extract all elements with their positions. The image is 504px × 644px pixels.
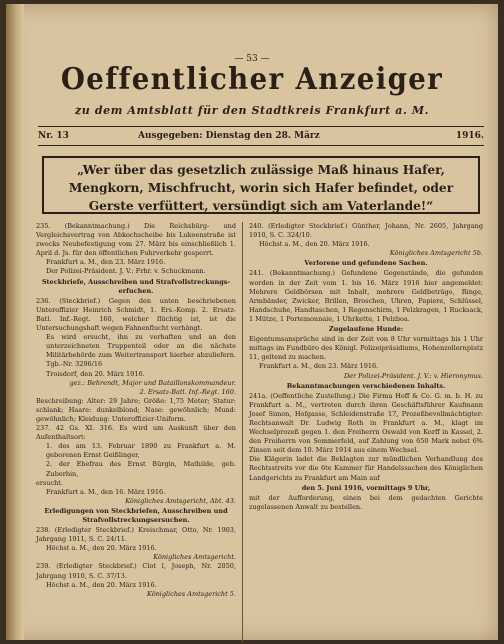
- notice-241-claims: Eigentumsansprüche sind in der Zeit von 8 Uhr vormittags bis 1 Uhr mittags im Fundbüro des Königl. Polizeipräsidiums, Hohenzollernplatz 11, geltend zu machen.: [249, 335, 483, 362]
- slogan-line-1: „Wer über das gesetzlich zulässige Maß hinaus Hafer,: [77, 163, 445, 177]
- notice-237-request: ersucht.: [36, 478, 63, 487]
- notice-239-signature: Königliches Amtsgericht 5.: [147, 589, 236, 598]
- notice-236-signature: gez.: Behrendt, Major und Bataillonskommandeur.: [69, 378, 236, 387]
- notice-239: 239. (Erledigter Steckbrief.) Clot l, Joseph, Nr. 2050, Jahrgang 1910, S. C. 37/13.: [36, 562, 236, 580]
- header-rule-bottom: [38, 145, 484, 146]
- notice-241-date: Frankfurt a. M., den 23. März 1916.: [259, 362, 379, 371]
- notice-236-request: Es wird ersucht, ihn zu verhaften und an den unterzeichneten Truppenteil oder an die nächste Militärbehörde zum Weitertransport hierher abzuliefern. Tgb.-Nr. 3296/16: [46, 333, 236, 369]
- notice-241a: 241a. (Oeffentliche Zustellung.) Die Firma Hoff & Co. G. m. b. H. zu Frankfurt a. M., vertreten durch ihren Geschäftsführer Kaufmann Josef Simon, Hofgasse, Schleidenstraße 17, Prozeßbevollmächtigter: Rechtsanwalt Dr. Ludwig Roth in Frankfurt a. M., klagt im Wechselprozeß gegen 1. den Freiherrn Oswald von Korff in Kassel, 2. den Freiherrn von Sommerfeld, auf Zahlung von 650 Mark nebst 6% Zinsen seit dem 10. März 1914 aus einem Wechsel.: [249, 391, 483, 455]
- notice-241: 241. (Bekanntmachung.) Gefundene Gegenstände, die gefunden worden in der Zeit vom 1. bis 16. März 1916 hier angemeldet: Mehrere Geldbörsen mit Inhalt, mehrere Geldbeträge, Ringe, Armbänder, Zwicker, Brillen, Broschen, Uhren, Papiere, Schlüssel, Handschuhe, Handtaschen, 1 Regenschirm, 1 Pelzkragen, 1 Rucksack, 1 Mütze, 1 Portemonnaie, 1 Uhrkette, 1 Pelzboa.: [249, 269, 483, 323]
- page-binding: [6, 4, 24, 640]
- section-heading-lost-found: Verlorene und gefundene Sachen.: [304, 259, 428, 268]
- issue-year: 1916.: [455, 131, 484, 141]
- masthead-subtitle: zu dem Amtsblatt für den Stadtkreis Frankfurt a. M.: [74, 104, 430, 117]
- notice-236-description: Beschreibung: Alter: 29 Jahre; Größe: 1,75 Meter; Statur: schlank; Haare: dunkelblond; Nase: gewöhnlich; Mund: gewöhnlich; Kleidung: Unteroffizier-Uniform.: [36, 396, 236, 423]
- issue-number: Nr. 13: [38, 131, 69, 141]
- notice-238-date: Höchst a. M., den 20. März 1916.: [46, 544, 157, 553]
- notice-237: 237. 42 Gs. XI. 316. Es wird um Auskunft über den Aufenthaltsort:: [36, 424, 236, 442]
- masthead-title: Oeffentlicher Anzeiger: [60, 62, 444, 97]
- notice-237-signature: Königliches Amtsgericht, Abt. 43.: [125, 496, 236, 505]
- notice-239-date: Höchst a. M., den 20. März 1916.: [46, 580, 157, 589]
- section-heading-misc: Bekanntmachungen verschiedenen Inhalts.: [286, 381, 446, 390]
- notice-235: 235. (Bekanntmachung.) Die Reichsbürg- und Vergleichsvertrag von Abkochscheibe bis Lukoenstraße ist zwecks Neubefestigung vom 27. März bis einschließlich 1. April d. Js. für den öffentlichen Fuhrverkehr gesperrt.: [36, 222, 236, 258]
- notice-240: 240. (Erledigter Steckbrief.) Günther, Johann, Nr. 2605, Jahrgang 1910, S. C. 324/10.: [249, 222, 483, 240]
- slogan-line-2: Mengkorn, Mischfrucht, worin sich Hafer befindet, oder: [68, 181, 454, 195]
- notice-237-date: Frankfurt a. M., den 16. März 1916.: [46, 487, 166, 496]
- notice-236-place: Troisdorf, den 20. März 1916.: [46, 369, 145, 378]
- newspaper-page: [6, 4, 498, 640]
- notice-241a-summons: Die Klägerin ladet die Beklagten zur mündlichen Verhandlung des Rechtsstreits vor die 6te Kammer für Handelssachen des Königlichen Landgerichts zu Frankfurt am Main auf: [249, 455, 483, 482]
- notice-236-unit: 2. Ersatz-Batl. Inf.-Regt. 160.: [139, 387, 236, 396]
- left-column: [36, 222, 236, 599]
- notice-240-date: Höchst a. M., den 20. März 1916.: [259, 240, 370, 249]
- notice-235-signature: Der Polizei-Präsident. J. V.: Frhr. v. Schuckmann.: [46, 267, 206, 276]
- issue-date: Ausgegeben: Dienstag den 28. März: [138, 131, 320, 141]
- section-heading-settled: Erledigungen von Steckbriefen, Ausschreiben und Strafvollstreckungsersuchen.: [44, 506, 228, 524]
- section-heading-warrants: Steckbriefe, Ausschreiben und Strafvollstreckungs-erfuchen.: [41, 277, 231, 295]
- notice-241-signature: Der Polizei-Präsident. J. V.: v. Hieronymus.: [343, 371, 483, 380]
- notice-241a-request: mit der Aufforderung, einen bei dem gedachten Gerichte zugelassenen Anwalt zu bestellen.: [249, 493, 483, 511]
- column-divider: [242, 222, 243, 642]
- slogan-line-3: Gerste verfüttert, versündigt sich am Vaterlande!“: [88, 199, 434, 213]
- page-number: — 53 —: [234, 54, 270, 64]
- notice-235-date: Frankfurt a. M., den 23. März 1916.: [46, 258, 166, 267]
- slogan-banner: [42, 156, 480, 214]
- notice-238: 238. (Erledigter Steckbrief.) Kreischmar, Otto, Nr. 1903, Jahrgang 1911, S. C. 24/11.: [36, 526, 236, 544]
- notice-240-signature: Königliches Amtsgericht 5b.: [389, 249, 483, 258]
- notice-241a-hearing-date: den 5. Juni 1916, vormittags 9 Uhr,: [301, 483, 431, 492]
- right-column: [249, 222, 483, 512]
- notice-238-signature: Königliches Amtsgericht.: [153, 553, 236, 562]
- subheading-dogs: Zugelaufene Hunde:: [328, 325, 404, 334]
- notice-236: 236. (Steckbrief.) Gegen den unten beschriebenen Unteroffizier Heinrich Schmidt, 1. Ers.-Komp. 2. Ersatz-Batl. Inf.-Regt. 160, welcher flüchtig ist, ist die Untersuchungshaft wegen Fahnenflucht verhängt.: [36, 296, 236, 333]
- header-rule-top: [38, 126, 484, 127]
- notice-237-item-1: 1. des am 13. Februar 1890 zu Frankfurt a. M. geborenen Ernst Geißlinger,: [46, 442, 236, 460]
- notice-237-item-2: 2. der Ehefrau des Ernst Bürgin, Mathilde, geb. Zuberbin,: [46, 460, 236, 478]
